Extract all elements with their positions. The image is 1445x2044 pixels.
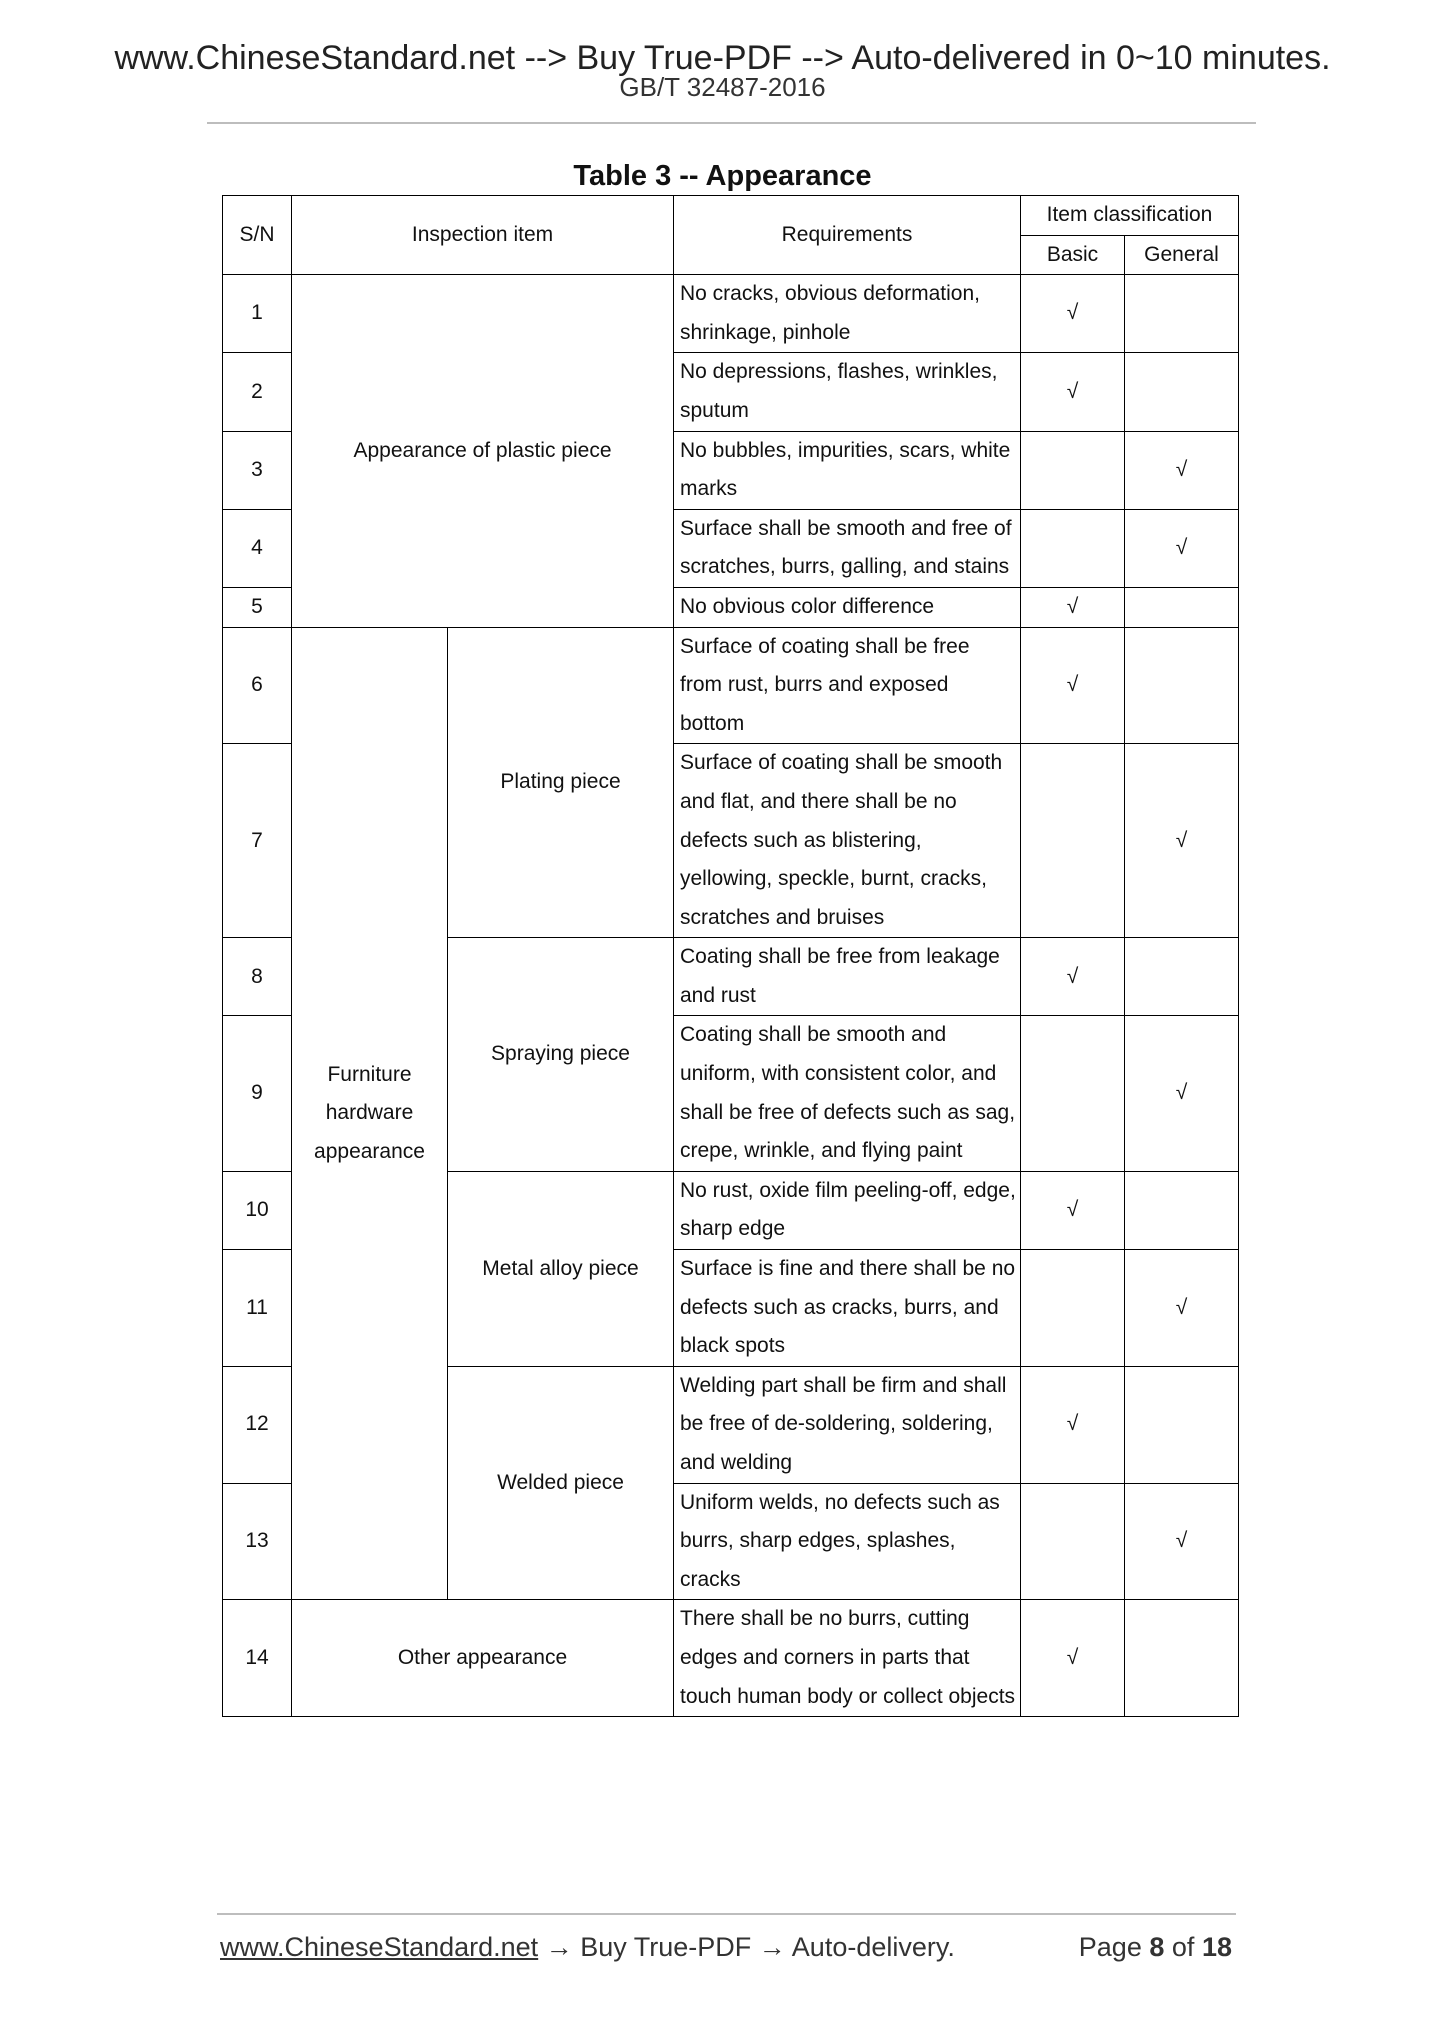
subgroup-spraying-piece: Spraying piece bbox=[448, 938, 674, 1172]
sn-cell: 11 bbox=[223, 1250, 292, 1367]
appearance-table bbox=[222, 195, 1239, 1717]
sn-cell: 12 bbox=[223, 1366, 292, 1483]
footer-divider bbox=[217, 1913, 1236, 1915]
general-check: √ bbox=[1125, 744, 1239, 938]
general-empty bbox=[1125, 1171, 1239, 1249]
basic-check: √ bbox=[1021, 275, 1125, 353]
subgroup-metal-alloy-piece: Metal alloy piece bbox=[448, 1171, 674, 1366]
header-item-classification: Item classification bbox=[1021, 196, 1239, 236]
requirement-cell: There shall be no burrs, cutting edges and corners in parts that touch human body or collect objects bbox=[674, 1600, 1021, 1717]
page-number bbox=[1079, 1930, 1232, 1964]
requirement-cell: No rust, oxide film peeling-off, edge, sharp edge bbox=[674, 1171, 1021, 1249]
sn-cell: 10 bbox=[223, 1171, 292, 1249]
header-requirements: Requirements bbox=[674, 196, 1021, 275]
basic-check: √ bbox=[1021, 587, 1125, 627]
page-current: 8 bbox=[1149, 1932, 1165, 1962]
sn-cell: 9 bbox=[223, 1016, 292, 1171]
sn-cell: 13 bbox=[223, 1483, 292, 1600]
requirement-cell: No depressions, flashes, wrinkles, sputum bbox=[674, 353, 1021, 431]
general-check: √ bbox=[1125, 1483, 1239, 1600]
requirement-cell: Surface shall be smooth and free of scratches, burrs, galling, and stains bbox=[674, 509, 1021, 587]
requirement-cell: Welding part shall be firm and shall be free of de-soldering, soldering, and welding bbox=[674, 1366, 1021, 1483]
requirement-cell: Surface of coating shall be smooth and flat, and there shall be no defects such as blistering, yellowing, speckle, burnt, cracks, scratches and bruises bbox=[674, 744, 1021, 938]
footer-buy-text: Buy True-PDF bbox=[580, 1932, 752, 1962]
header-basic: Basic bbox=[1021, 235, 1125, 275]
general-empty bbox=[1125, 587, 1239, 627]
footer-site-link[interactable]: www.ChineseStandard.net bbox=[220, 1932, 539, 1962]
table-row bbox=[223, 1600, 1239, 1717]
basic-check: √ bbox=[1021, 1366, 1125, 1483]
general-empty bbox=[1125, 1600, 1239, 1717]
basic-empty bbox=[1021, 509, 1125, 587]
site-banner: www.ChineseStandard.net --> Buy True-PDF --> Auto-delivered in 0~10 minutes. bbox=[114, 39, 1331, 77]
basic-empty bbox=[1021, 744, 1125, 938]
table-row bbox=[223, 627, 1239, 744]
general-empty bbox=[1125, 275, 1239, 353]
requirement-cell: Coating shall be free from leakage and rust bbox=[674, 938, 1021, 1016]
requirement-cell: No bubbles, impurities, scars, white marks bbox=[674, 431, 1021, 509]
requirement-cell: No obvious color difference bbox=[674, 587, 1021, 627]
general-empty bbox=[1125, 627, 1239, 744]
requirement-cell: Surface is fine and there shall be no defects such as cracks, burrs, and black spots bbox=[674, 1250, 1021, 1367]
header-general: General bbox=[1125, 235, 1239, 275]
header-inspection-item: Inspection item bbox=[292, 196, 674, 275]
basic-check: √ bbox=[1021, 1171, 1125, 1249]
requirement-cell: Uniform welds, no defects such as burrs, sharp edges, splashes, cracks bbox=[674, 1483, 1021, 1600]
general-empty bbox=[1125, 353, 1239, 431]
arrow-right-icon: → bbox=[758, 1932, 786, 1962]
basic-empty bbox=[1021, 1250, 1125, 1367]
basic-empty bbox=[1021, 1483, 1125, 1600]
sn-cell: 2 bbox=[223, 353, 292, 431]
sn-cell: 1 bbox=[223, 275, 292, 353]
general-empty bbox=[1125, 938, 1239, 1016]
general-check: √ bbox=[1125, 509, 1239, 587]
requirement-cell: Coating shall be smooth and uniform, with consistent color, and shall be free of defects such as sag, crepe, wrinkle, and flying paint bbox=[674, 1016, 1021, 1171]
header-divider bbox=[207, 122, 1256, 124]
arrow-right-icon: → bbox=[545, 1932, 573, 1962]
basic-check: √ bbox=[1021, 627, 1125, 744]
basic-check: √ bbox=[1021, 1600, 1125, 1717]
subgroup-plating-piece: Plating piece bbox=[448, 627, 674, 938]
footer-links bbox=[220, 1930, 955, 1964]
requirement-cell: No cracks, obvious deformation, shrinkage, pinhole bbox=[674, 275, 1021, 353]
header-sn: S/N bbox=[223, 196, 292, 275]
general-check: √ bbox=[1125, 431, 1239, 509]
sn-cell: 3 bbox=[223, 431, 292, 509]
requirement-cell: Surface of coating shall be free from rust, burrs and exposed bottom bbox=[674, 627, 1021, 744]
sn-cell: 14 bbox=[223, 1600, 292, 1717]
basic-empty bbox=[1021, 431, 1125, 509]
basic-check: √ bbox=[1021, 938, 1125, 1016]
general-empty bbox=[1125, 1366, 1239, 1483]
group-plastic-piece: Appearance of plastic piece bbox=[292, 275, 674, 627]
sn-cell: 6 bbox=[223, 627, 292, 744]
sn-cell: 5 bbox=[223, 587, 292, 627]
basic-empty bbox=[1021, 1016, 1125, 1171]
group-furniture-hardware: Furniture hardware appearance bbox=[292, 627, 448, 1600]
table-title: Table 3 -- Appearance bbox=[573, 160, 872, 192]
sn-cell: 4 bbox=[223, 509, 292, 587]
table-row bbox=[223, 275, 1239, 353]
page-word: Page bbox=[1078, 1932, 1142, 1962]
basic-check: √ bbox=[1021, 353, 1125, 431]
header-row bbox=[223, 196, 1239, 236]
sn-cell: 7 bbox=[223, 744, 292, 938]
page-total: 18 bbox=[1201, 1932, 1232, 1962]
of-word: of bbox=[1171, 1932, 1195, 1962]
sn-cell: 8 bbox=[223, 938, 292, 1016]
group-other-appearance: Other appearance bbox=[292, 1600, 674, 1717]
general-check: √ bbox=[1125, 1016, 1239, 1171]
general-check: √ bbox=[1125, 1250, 1239, 1367]
subgroup-welded-piece: Welded piece bbox=[448, 1366, 674, 1600]
standard-code: GB/T 32487-2016 bbox=[619, 72, 826, 102]
footer-auto-text: Auto-delivery. bbox=[791, 1932, 955, 1962]
